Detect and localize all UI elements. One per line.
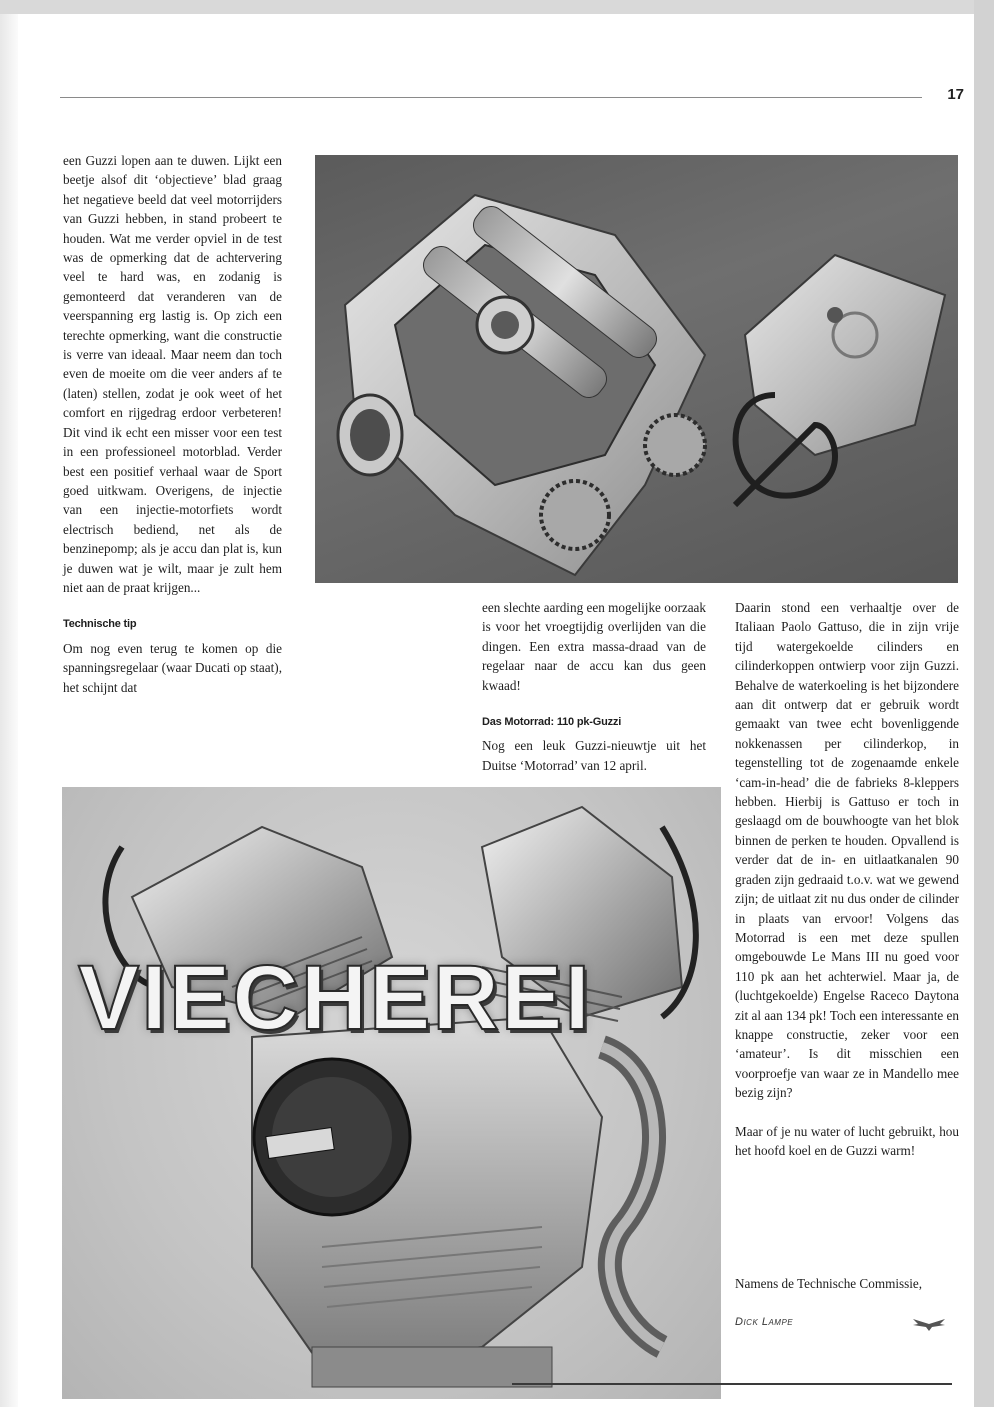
cylinder-head-illustration: [315, 155, 958, 583]
eagle-logo-icon: [912, 1316, 946, 1332]
article-column-1: [63, 151, 282, 697]
paragraph-spacer: [735, 1103, 959, 1122]
column-3-paragraph: Daarin stond een verhaaltje over de Italiaan Paolo Gattuso, die in zijn vrije tijd watergekoelde cilinders en cilinderkoppen ontwierp voor zijn Guzzi. Behalve de waterkoeling is het bijzondere aan dit ontwerp dat er gebruik wordt gemaakt van twee echt bovenliggende nokkenassen per cilinderkop, in tegenstelling tot de zogenaamde enkele ‘cam-in-head’ die de fabrieks 8-kleppers hebben. Hierbij is Gattuso er toch in geslaagd om de bouwhoogte van het blok binnen de perken te houden. Opvallend is verder dat de in- en uitlaatkanalen 90 graden zijn gedraaid t.o.v. wat we gewend zijn; de uitlaat zit nu dus onder de cilinder in plaats van ervoor! Volgens das Motorrad is een met deze spullen omgebouwde Le Mans III nu goed voor 110 pk aan het achterwiel. Maar ja, de (luchtgekoelde) Engelse Raceco Daytona zit al aan 134 pk! Toch een interessante en knappe constructie, zeker voor een ‘amateur’. Is dit misschien een voorproefje van waar ze in Mandello mee bezig zijn?: [735, 600, 959, 1101]
column-2-paragraph: een slechte aarding een mogelijke oorzaak is voor het vroegtijdig overlijden van die dingen. Een extra massa-draad van de regelaar naar de accu kan dus geen kwaad!: [482, 600, 706, 693]
column-2-paragraph: Nog een leuk Guzzi-nieuwtje uit het Duitse ‘Motorrad’ van 12 april.: [482, 738, 706, 773]
heading-das-motorrad: Das Motorrad: 110 pk-Guzzi: [482, 716, 622, 729]
header-rule: [60, 97, 922, 98]
signature-name: Dick Lampe: [735, 1316, 794, 1328]
cylinder-head-photo: [315, 155, 958, 583]
engine-photo: [62, 787, 721, 1399]
photo-overlay-title: VIECHEREI: [78, 947, 592, 1049]
article-column-2: [482, 598, 706, 775]
scan-edge-right: [974, 0, 994, 1407]
column-1-paragraph: een Guzzi lopen aan te duwen. Lijkt een beetje alsof dit ‘objectieve’ blad graag het negatieve beeld dat veel motorrijders van Guzzi hebben, in stand probeert te houden. Wat me verder opviel in de test was de opmerking dat de achtervering veel te hard was, en zodanig is gemonteerd dat veranderen van de veerspanning erg lastig is. Op zich een terechte opmerking, want die constructie is verre van ideaal. Maar neem dan toch even de moeite om die veer anders af te (laten) stellen, zodat je ook weet of het comfort en rijgedrag erdoor verbeteren! Dit vind ik echt een misser voor een test in een professioneel motorblad. Verder best een positief verhaal waar de Sport goed uitkwam. Overigens, de injectie van een injectie-motorfiets wordt electrisch bediend, net als de benzinepomp; als je accu dan plat is, kun je duwen wat je wilt, maar je zult hem niet aan de praat krijgen...: [63, 153, 282, 595]
page-number: 17: [947, 86, 964, 103]
column-1-paragraph: Om nog even terug te komen op die spanningsregelaar (waar Ducati op staat), het schijnt dat: [63, 640, 282, 695]
engine-illustration: [62, 787, 721, 1399]
footer-rule: [512, 1383, 952, 1385]
scan-edge-top: [0, 0, 994, 14]
heading-technische-tip: Technische tip: [63, 618, 137, 631]
column-3-paragraph: Maar of je nu water of lucht gebruikt, hou het hoofd koel en de Guzzi warm!: [735, 1123, 959, 1158]
signature-line: Namens de Technische Commissie,: [735, 1276, 923, 1291]
article-column-3: [735, 598, 959, 1160]
scan-edge-left: [0, 14, 18, 1407]
